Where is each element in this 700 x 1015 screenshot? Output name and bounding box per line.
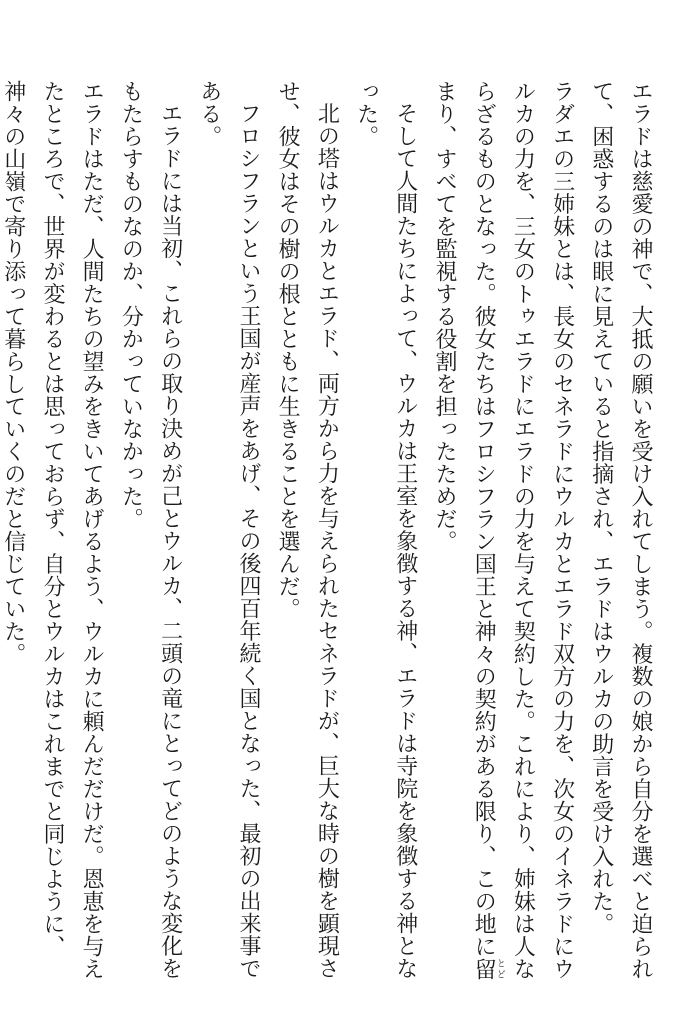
paragraph-2	[425, 80, 582, 985]
paragraph-4: 北の塔はウルカとエラド、両方から力を与えられたセネラドが、巨大な時の樹を顕現させ、彼女はその樹の根とともに生きることを選んだ。	[275, 80, 340, 980]
paragraph-3: そして人間たちによって、ウルカは王室を象徴する神、エラドは寺院を象徴する神となった。	[353, 80, 418, 980]
paragraph-5: フロシフランという王国が産声をあげ、その後四百年続く国となった、最初の出来事である。	[196, 80, 261, 980]
paragraph-2-text-after: まり、すべてを監視する役割を担ったためだ。	[431, 80, 457, 553]
paragraph-2-text: ラダエの三姉妹とは、長女のセネラドにウルカとエラド双方の力を、次女のイネラドにウルカの力を、三女のトゥエラドにエラドの力を与えて契約した。これにより、姉妹は人ならざるものとなった。彼女たちはフロシフラン国王と神々の契約がある限り、この地に	[471, 80, 575, 980]
paragraph-6: エラドには当初、これらの取り決めが己とウルカ、二頭の竜にとってどのような変化をもたらすものなのか、分かっていなかった。	[118, 80, 183, 980]
paragraph-1: エラドは慈愛の神で、大抵の願いを受け入れてしまう。複数の娘から自分を選べと迫られて、困惑するのは眼に見えていると指摘され、エラドはウルカの助言を受け入れた。	[588, 80, 653, 980]
ruby-base: 留	[471, 957, 497, 980]
body-text	[0, 80, 660, 985]
ruby-reading: とど	[494, 957, 505, 980]
furigana-todo	[471, 957, 505, 981]
paragraph-7: エラドはただ、人間たちの望みをきいてあげるよう、ウルカに頼んだだけだ。恩恵を与えたところで、世界が変わるとは思っておらず、自分とウルカはこれまでと同じように、神々の山嶺で寄り添って暮らしていくのだと信じていた。	[0, 80, 105, 980]
